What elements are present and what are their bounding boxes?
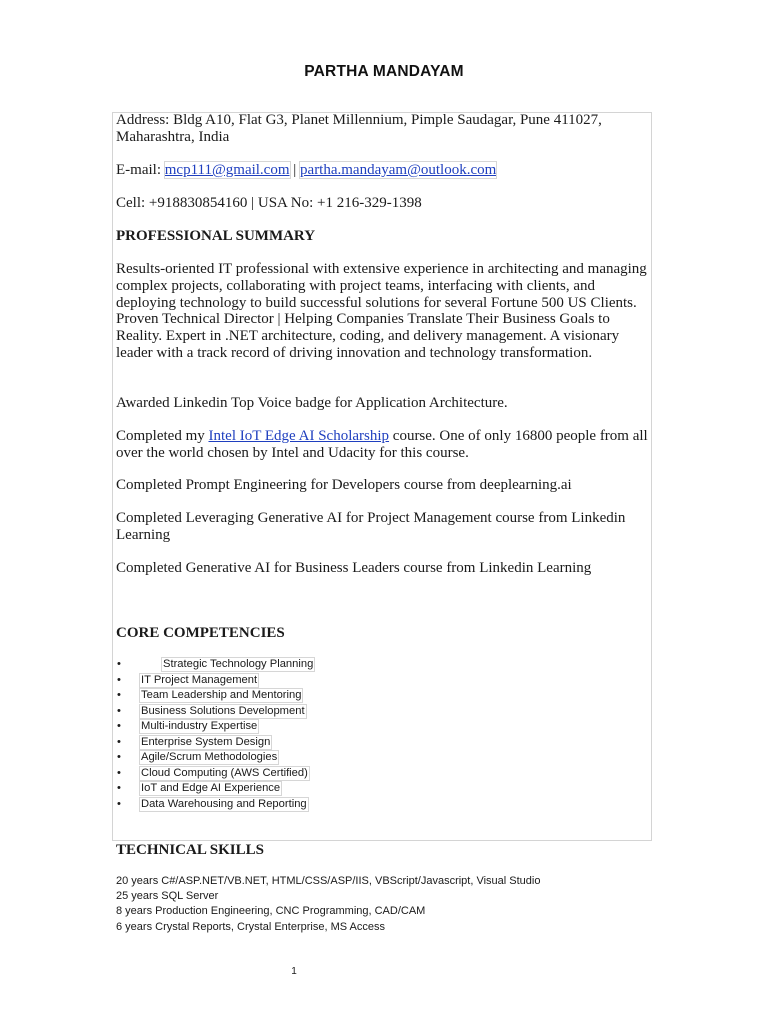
bullet-icon: • <box>117 766 121 779</box>
competency-text: Multi-industry Expertise <box>141 720 258 732</box>
bullet-icon: • <box>117 782 121 794</box>
list-item <box>116 750 315 766</box>
list-item <box>116 766 315 782</box>
bullet-icon: • <box>117 735 121 748</box>
list-item <box>116 704 315 720</box>
page-number: 1 <box>291 966 297 977</box>
email-line <box>116 162 652 179</box>
competencies-list <box>116 657 315 812</box>
core-competencies-heading: CORE COMPETENCIES <box>116 625 285 641</box>
list-item <box>116 673 315 689</box>
email-separator: | <box>289 162 301 178</box>
competency-text: Team Leadership and Mentoring <box>141 689 302 701</box>
competency-text: Data Warehousing and Reporting <box>141 797 307 810</box>
summary-text: Results-oriented IT professional with extensive experience in architecting and managing complex projects, collaborating with project teams, interfacing with clients, and deploying technology to build successful solutions for several Fortune 500 US Clients. Proven Technical Director | Helping Companies Translate Their Business Goals to Reality. Expert in .NET architecture, coding, and delivery management. A visionary leader with a track record of driving innovation and technology transformation. <box>116 261 647 361</box>
technical-skills-list <box>116 874 540 935</box>
email-link-primary[interactable]: mcp111@gmail.com <box>164 162 290 178</box>
skill-line: 8 years Production Engineering, CNC Programming, CAD/CAM <box>116 905 426 918</box>
competency-text: Enterprise System Design <box>141 735 271 748</box>
bullet-icon: • <box>117 751 121 763</box>
list-item <box>116 657 315 673</box>
technical-skills-heading: TECHNICAL SKILLS <box>116 842 264 858</box>
intel-suffix: course. One of only 16800 people from all over the world chosen by Intel and Udacity for this course. <box>116 428 648 461</box>
bullet-icon: • <box>117 689 121 701</box>
bullet-icon: • <box>117 720 121 732</box>
address: Address: Bldg A10, Flat G3, Planet Millennium, Pimple Saudagar, Pune 411027, Maharashtra, India <box>116 112 602 145</box>
resume-name: PARTHA MANDAYAM <box>304 63 464 80</box>
intel-prefix: Completed my <box>116 428 209 444</box>
competency-text: Strategic Technology Planning <box>163 658 314 670</box>
professional-summary-heading: PROFESSIONAL SUMMARY <box>116 228 316 244</box>
list-item <box>116 719 315 735</box>
course-prompt-engineering: Completed Prompt Engineering for Developers course from deeplearning.ai <box>116 477 572 493</box>
course-genai-project-management: Completed Leveraging Generative AI for Project Management course from Linkedin Learning <box>116 510 626 543</box>
competency-text: IT Project Management <box>141 673 258 686</box>
bullet-icon: • <box>117 658 121 670</box>
bullet-icon: • <box>117 704 121 717</box>
list-item <box>116 781 315 797</box>
list-item <box>116 688 315 704</box>
award-text: Awarded Linkedin Top Voice badge for Application Architecture. <box>116 395 508 411</box>
skill-line: 25 years SQL Server <box>116 890 219 903</box>
skill-line: 20 years C#/ASP.NET/VB.NET, HTML/CSS/ASP/IIS, VBScript/Javascript, Visual Studio <box>116 875 541 887</box>
skill-line: 6 years Crystal Reports, Crystal Enterprise, MS Access <box>116 920 385 933</box>
list-item <box>116 735 315 751</box>
email-link-secondary[interactable]: partha.mandayam@outlook.com <box>300 162 497 178</box>
email-label: E-mail: <box>116 162 165 178</box>
competency-text: Agile/Scrum Methodologies <box>141 751 278 763</box>
intel-scholarship-text <box>116 428 652 462</box>
bullet-icon: • <box>117 673 121 686</box>
intel-scholarship-link[interactable]: Intel IoT Edge AI Scholarship <box>208 428 390 444</box>
course-genai-business-leaders: Completed Generative AI for Business Leaders course from Linkedin Learning <box>116 560 592 576</box>
bullet-icon: • <box>117 797 121 810</box>
cell-line: Cell: +918830854160 | USA No: +1 216-329-1398 <box>116 195 422 211</box>
competency-text: IoT and Edge AI Experience <box>141 782 281 794</box>
competency-text: Business Solutions Development <box>141 704 305 717</box>
list-item <box>116 797 315 813</box>
competency-text: Cloud Computing (AWS Certified) <box>141 766 308 779</box>
